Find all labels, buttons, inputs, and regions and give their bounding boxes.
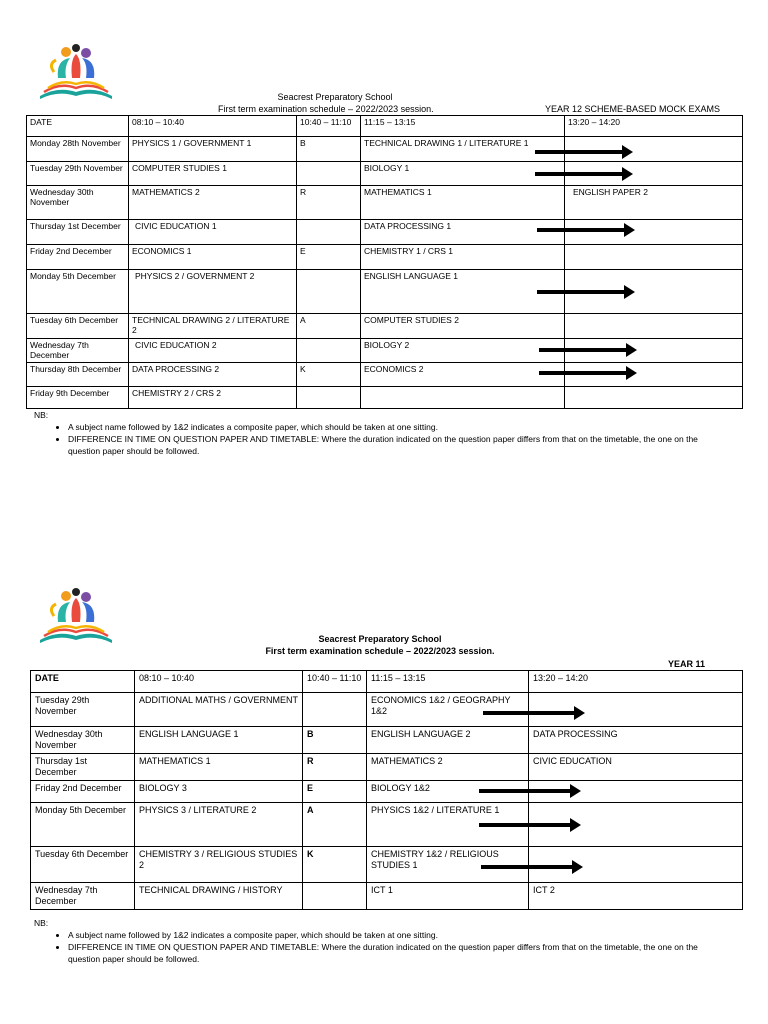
row-slot2 [361, 270, 565, 314]
row-date: Wednesday 30th November [27, 186, 129, 220]
row-slot1: ADDITIONAL MATHS / GOVERNMENT [135, 693, 303, 727]
row-slot2 [361, 220, 565, 245]
row-break: R [297, 186, 361, 220]
row-break: B [297, 137, 361, 162]
row-break: E [297, 245, 361, 270]
row-slot1: PHYSICS 3 / LITERATURE 2 [135, 803, 303, 847]
note-item: • DIFFERENCE IN TIME ON QUESTION PAPER AND TIMETABLE: Where the duration indicated on the question paper differs from that on the timetable, the one on the question paper should be followed. [68, 941, 726, 965]
table-row [27, 270, 743, 314]
table-header-row [31, 671, 743, 693]
col-break: 10:40 – 11:10 [303, 671, 367, 693]
row-slot2-text: ENGLISH LANGUAGE 1 [364, 271, 459, 281]
row-break: R [303, 754, 367, 781]
row-slot3 [529, 781, 743, 803]
row-slot3 [565, 314, 743, 339]
exam-label: YEAR 12 SCHEME-BASED MOCK EXAMS [545, 104, 721, 114]
school-name: Seacrest Preparatory School [277, 92, 393, 102]
schedule-title: First term examination schedule – 2022/2023 session. [265, 646, 495, 656]
row-slot1: BIOLOGY 3 [135, 781, 303, 803]
table-row [27, 162, 743, 186]
row-break: K [303, 847, 367, 883]
row-slot1: CHEMISTRY 3 / RELIGIOUS STUDIES 2 [135, 847, 303, 883]
row-date: Thursday 8th December [27, 363, 129, 387]
col-slot3: 13:20 – 14:20 [565, 116, 743, 137]
row-slot1: DATA PROCESSING 2 [129, 363, 297, 387]
row-slot2-text: ECONOMICS 1&2 / GEOGRAPHY 1&2 [371, 695, 511, 716]
row-slot2-text: TECHNICAL DRAWING 1 / LITERATURE 1 [364, 138, 529, 148]
row-slot3 [565, 162, 743, 186]
school-name: Seacrest Preparatory School [318, 634, 442, 644]
row-slot2-text: DATA PROCESSING 1 [364, 221, 452, 231]
row-slot2: CHEMISTRY 1 / CRS 1 [361, 245, 565, 270]
school-logo-icon [36, 42, 116, 100]
table-row [27, 137, 743, 162]
row-date: Monday 5th December [31, 803, 135, 847]
row-break [303, 693, 367, 727]
row-slot3 [529, 803, 743, 847]
row-slot2 [361, 162, 565, 186]
row-date: Friday 9th December [27, 387, 129, 409]
table-row [31, 693, 743, 727]
row-slot3 [565, 387, 743, 409]
row-slot2 [361, 387, 565, 409]
col-break: 10:40 – 11:10 [297, 116, 361, 137]
row-date: Friday 2nd December [31, 781, 135, 803]
schedule-title: First term examination schedule – 2022/2023 session. [218, 104, 434, 114]
row-slot2 [367, 803, 529, 847]
row-slot3 [565, 339, 743, 363]
exam-label: YEAR 11 [668, 659, 706, 669]
row-date: Tuesday 6th December [27, 314, 129, 339]
row-slot3: ICT 2 [529, 883, 743, 910]
school-logo-icon [36, 586, 116, 644]
row-break [297, 339, 361, 363]
row-date: Wednesday 30th November [31, 727, 135, 754]
row-slot2-text: BIOLOGY 1 [364, 163, 410, 173]
row-slot3: DATA PROCESSING [529, 727, 743, 754]
row-break [297, 220, 361, 245]
table-row [31, 754, 743, 781]
row-slot1: ECONOMICS 1 [129, 245, 297, 270]
row-break: K [297, 363, 361, 387]
table-row [27, 314, 743, 339]
schedule-table-year11 [30, 670, 743, 910]
row-slot3 [565, 270, 743, 314]
col-slot2: 11:15 – 13:15 [361, 116, 565, 137]
row-break [297, 387, 361, 409]
row-break [303, 883, 367, 910]
row-slot1: MATHEMATICS 1 [135, 754, 303, 781]
row-slot2 [361, 363, 565, 387]
row-slot3 [529, 693, 743, 727]
table-header-row [27, 116, 743, 137]
row-date: Thursday 1st December [31, 754, 135, 781]
row-date: Wednesday 7th December [31, 883, 135, 910]
schedule-table-year12 [26, 115, 743, 409]
col-slot3: 13:20 – 14:20 [529, 671, 743, 693]
notes-section-year12 [26, 409, 726, 457]
row-slot2-text: BIOLOGY 2 [364, 340, 410, 350]
row-slot2 [367, 693, 529, 727]
row-slot3 [529, 847, 743, 883]
col-date: DATE [27, 116, 129, 137]
notes-label: NB: [34, 410, 49, 420]
note-item: • A subject name followed by 1&2 indicates a composite paper, which should be taken at one sitting. [68, 929, 726, 941]
table-row [27, 363, 743, 387]
table-row [27, 220, 743, 245]
note-item: • DIFFERENCE IN TIME ON QUESTION PAPER AND TIMETABLE: Where the duration indicated on the question paper differs from that on the timetable, the one on the question paper should be followed. [68, 433, 726, 457]
row-slot1: PHYSICS 1 / GOVERNMENT 1 [129, 137, 297, 162]
row-break: E [303, 781, 367, 803]
row-date: Monday 28th November [27, 137, 129, 162]
row-slot1: MATHEMATICS 2 [129, 186, 297, 220]
row-date: Wednesday 7th December [27, 339, 129, 363]
row-break: A [303, 803, 367, 847]
row-slot2 [367, 781, 529, 803]
row-slot3: ENGLISH PAPER 2 [565, 186, 743, 220]
row-slot3 [565, 137, 743, 162]
row-slot2 [361, 137, 565, 162]
row-slot2: COMPUTER STUDIES 2 [361, 314, 565, 339]
row-break: B [303, 727, 367, 754]
row-slot3 [565, 363, 743, 387]
table-row [31, 803, 743, 847]
col-slot2: 11:15 – 13:15 [367, 671, 529, 693]
table-row [31, 781, 743, 803]
note-item: • A subject name followed by 1&2 indicates a composite paper, which should be taken at one sitting. [68, 421, 726, 433]
row-slot2: ENGLISH LANGUAGE 2 [367, 727, 529, 754]
row-slot1: CIVIC EDUCATION 2 [129, 339, 297, 363]
row-date: Monday 5th December [27, 270, 129, 314]
row-slot2-text: ECONOMICS 2 [364, 364, 424, 374]
row-date: Tuesday 6th December [31, 847, 135, 883]
row-slot3 [565, 245, 743, 270]
table-row [27, 245, 743, 270]
row-break [297, 162, 361, 186]
row-slot2: ICT 1 [367, 883, 529, 910]
notes-section-year11 [26, 917, 726, 965]
row-slot1: CHEMISTRY 2 / CRS 2 [129, 387, 297, 409]
row-slot2 [361, 339, 565, 363]
row-slot2-text: CHEMISTRY 1&2 / RELIGIOUS STUDIES 1 [371, 849, 499, 870]
row-slot1: CIVIC EDUCATION 1 [129, 220, 297, 245]
row-slot1: PHYSICS 2 / GOVERNMENT 2 [129, 270, 297, 314]
row-date: Tuesday 29th November [27, 162, 129, 186]
row-slot3 [565, 220, 743, 245]
row-slot1: ENGLISH LANGUAGE 1 [135, 727, 303, 754]
row-date: Thursday 1st December [27, 220, 129, 245]
row-break: A [297, 314, 361, 339]
col-slot1: 08:10 – 10:40 [135, 671, 303, 693]
row-date: Friday 2nd December [27, 245, 129, 270]
table-row [31, 883, 743, 910]
row-slot1: COMPUTER STUDIES 1 [129, 162, 297, 186]
row-slot2 [367, 847, 529, 883]
row-break [297, 270, 361, 314]
table-row [27, 339, 743, 363]
row-date: Tuesday 29th November [31, 693, 135, 727]
table-row [31, 727, 743, 754]
row-slot3: CIVIC EDUCATION [529, 754, 743, 781]
row-slot2-text: PHYSICS 1&2 / LITERATURE 1 [371, 805, 500, 815]
col-date: DATE [31, 671, 135, 693]
table-row [27, 186, 743, 220]
row-slot1: TECHNICAL DRAWING / HISTORY [135, 883, 303, 910]
row-slot1: TECHNICAL DRAWING 2 / LITERATURE 2 [129, 314, 297, 339]
row-slot2: MATHEMATICS 2 [367, 754, 529, 781]
table-row [27, 387, 743, 409]
row-slot2-text: BIOLOGY 1&2 [371, 783, 430, 793]
table-row [31, 847, 743, 883]
col-slot1: 08:10 – 10:40 [129, 116, 297, 137]
row-slot2: MATHEMATICS 1 [361, 186, 565, 220]
notes-label: NB: [34, 918, 49, 928]
